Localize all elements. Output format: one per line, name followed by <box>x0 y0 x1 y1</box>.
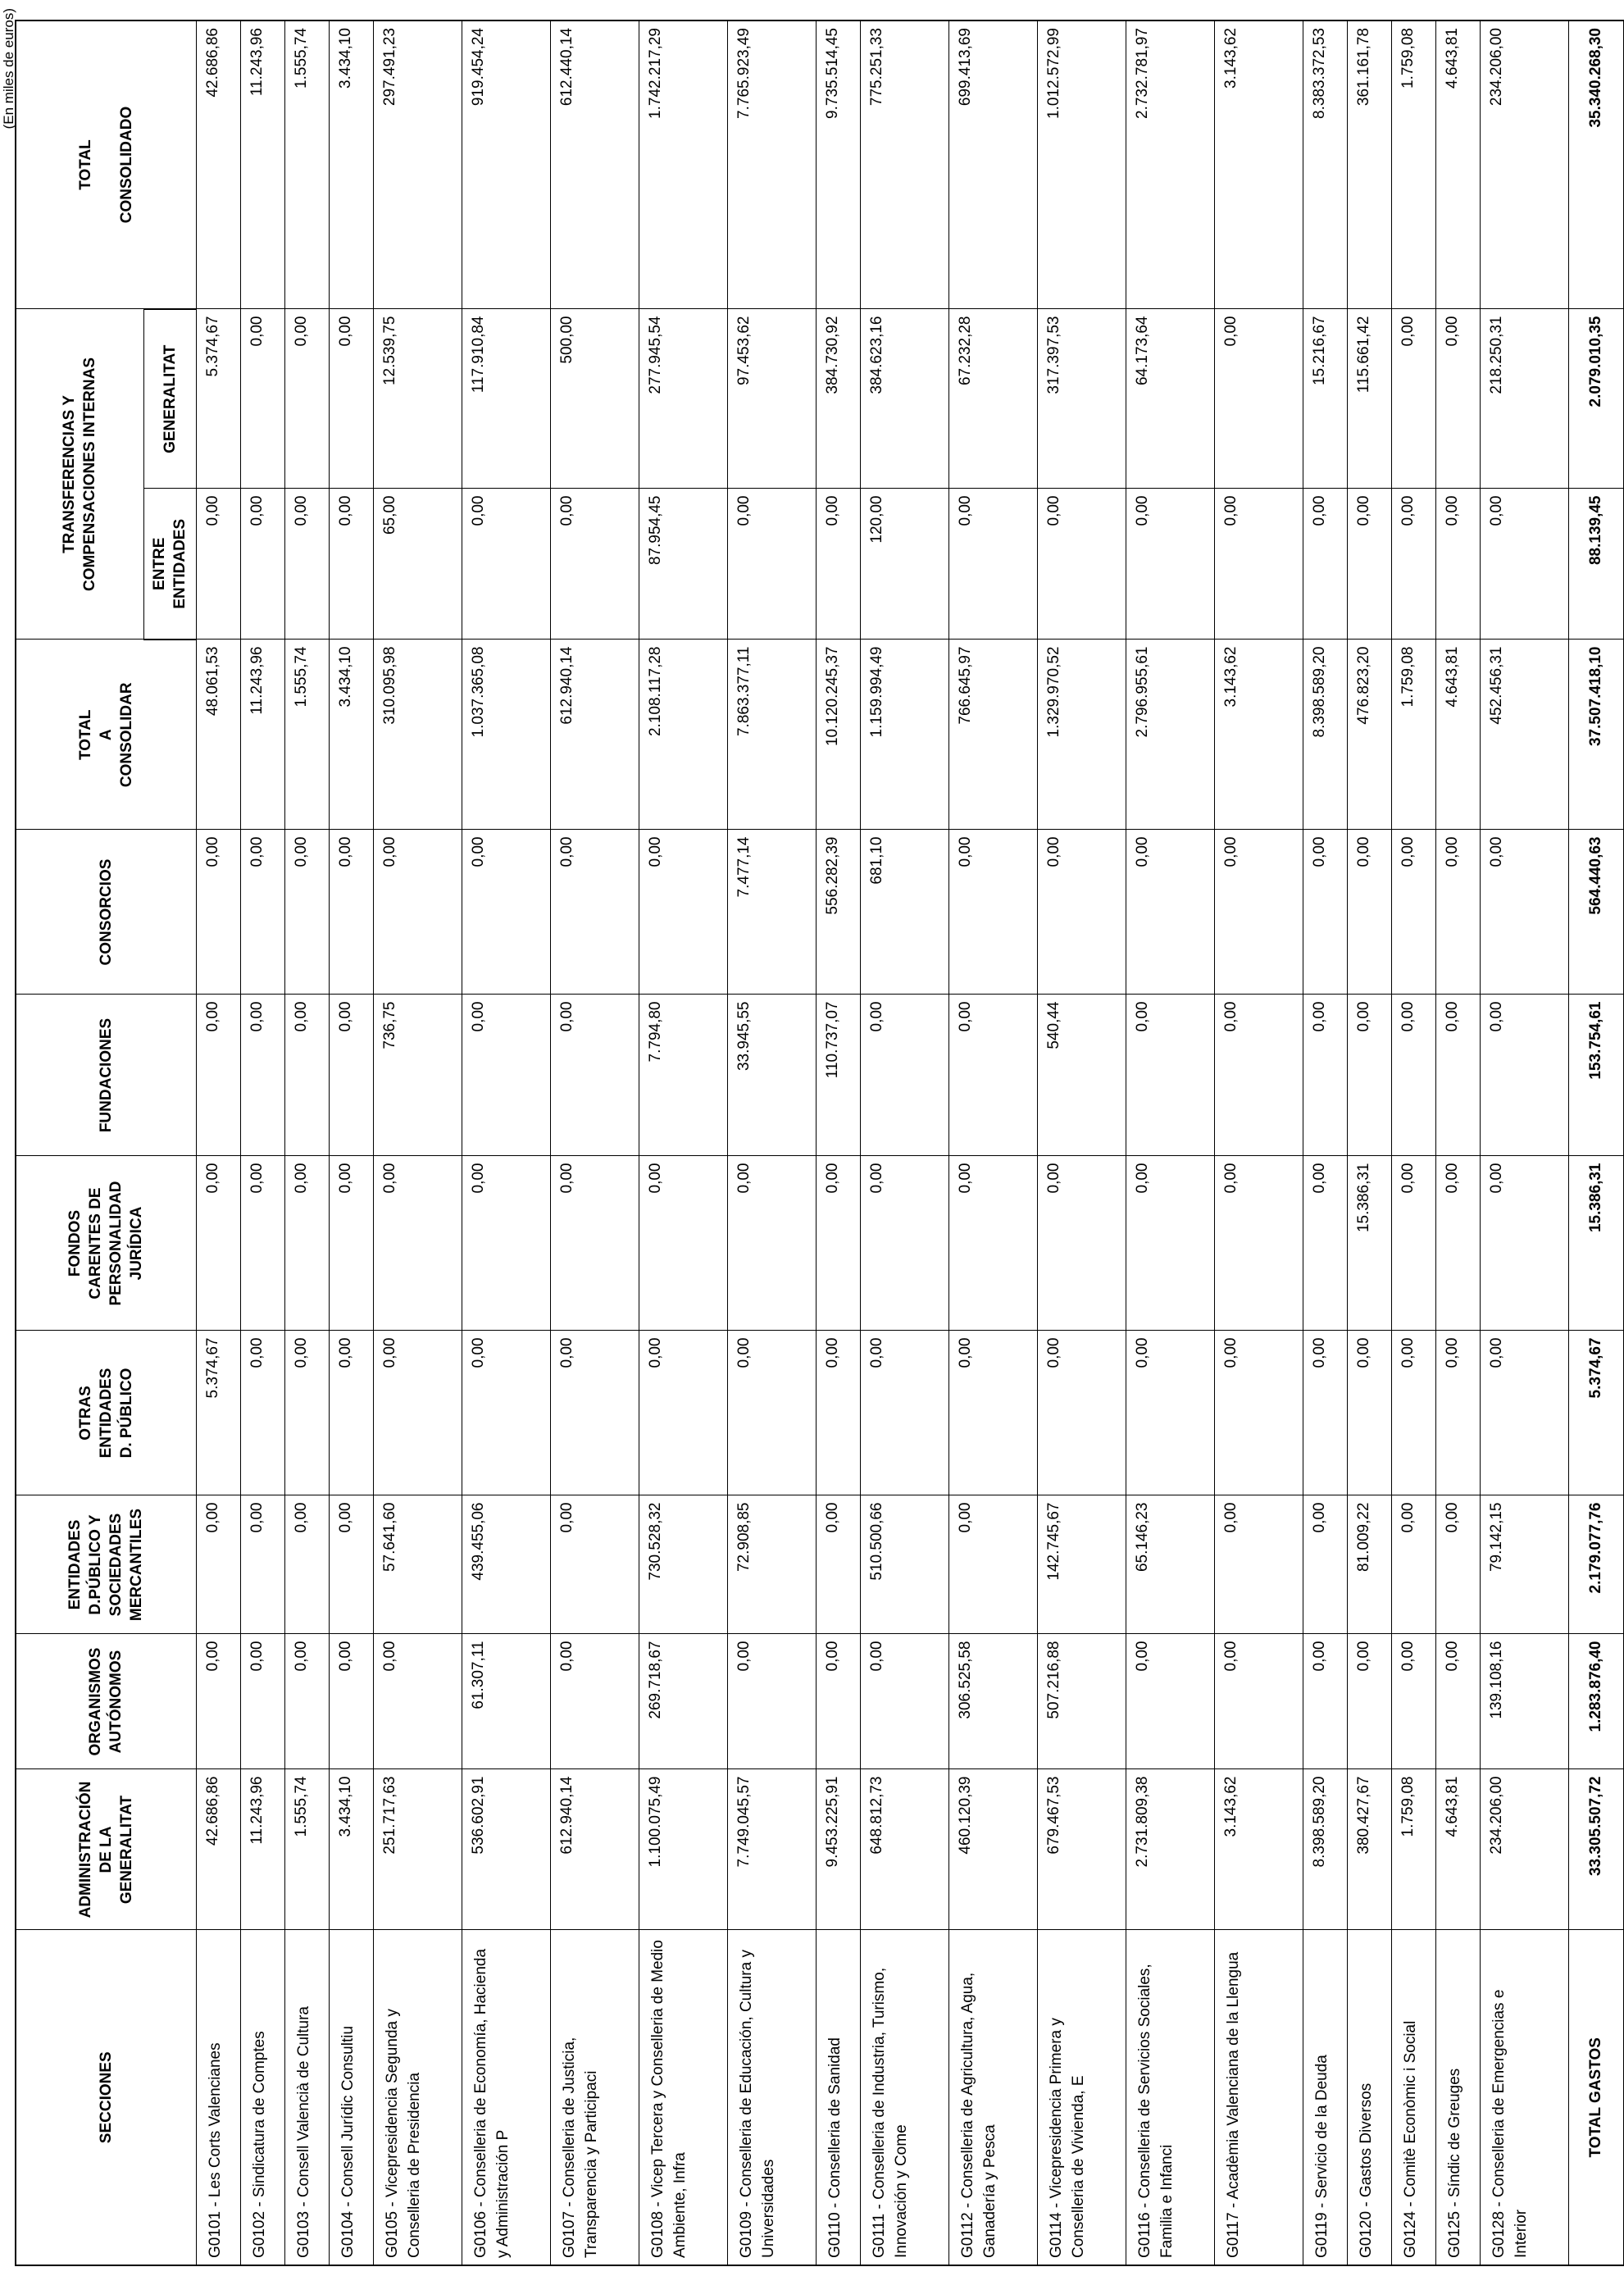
value-cell: 1.742.217,29 <box>639 20 727 309</box>
value-cell: 775.251,33 <box>860 20 948 309</box>
value-cell: 0,00 <box>284 995 329 1156</box>
table-row <box>240 20 284 2265</box>
value-cell: 0,00 <box>1391 830 1435 995</box>
table-row <box>860 20 948 2265</box>
value-cell: 1.159.994,49 <box>860 640 948 830</box>
value-cell: 0,00 <box>1037 1156 1126 1331</box>
value-cell: 7.477,14 <box>727 830 816 995</box>
value-cell: 11.243,96 <box>240 640 284 830</box>
value-cell: 0,00 <box>1480 1331 1568 1495</box>
value-cell: 681,10 <box>860 830 948 995</box>
value-cell: 0,00 <box>1037 830 1126 995</box>
total-value-cell: 153.754,61 <box>1568 995 1623 1156</box>
value-cell: 1.759,08 <box>1391 1769 1435 1930</box>
value-cell: 0,00 <box>240 1156 284 1331</box>
value-cell: 2.108.117,28 <box>639 640 727 830</box>
value-cell: 0,00 <box>1391 1156 1435 1331</box>
value-cell: 384.730,92 <box>816 309 860 489</box>
value-cell: 0,00 <box>639 1331 727 1495</box>
value-cell: 3.143,62 <box>1214 20 1303 309</box>
header-otras-entidades: OTRAS ENTIDADES D. PÚBLICO <box>16 1331 196 1495</box>
table-row <box>1303 20 1347 2265</box>
value-cell: 3.143,62 <box>1214 1769 1303 1930</box>
value-cell: 64.173,64 <box>1126 309 1214 489</box>
value-cell: 0,00 <box>816 1331 860 1495</box>
value-cell: 0,00 <box>860 1156 948 1331</box>
value-cell: 0,00 <box>1214 1634 1303 1769</box>
value-cell: 361.161,78 <box>1347 20 1391 309</box>
value-cell: 81.009,22 <box>1347 1495 1391 1634</box>
header-transferencias: TRANSFERENCIAS Y COMPENSACIONES INTERNAS <box>16 309 143 640</box>
value-cell: 0,00 <box>727 1634 816 1769</box>
table-row <box>462 20 550 2265</box>
value-cell: 65.146,23 <box>1126 1495 1214 1634</box>
value-cell: 0,00 <box>240 830 284 995</box>
value-cell: 7.749.045,57 <box>727 1769 816 1930</box>
value-cell: 33.945,55 <box>727 995 816 1156</box>
value-cell: 0,00 <box>948 1495 1037 1634</box>
value-cell: 65,00 <box>373 489 462 640</box>
value-cell: 612.440,14 <box>550 20 639 309</box>
value-cell: 306.525,58 <box>948 1634 1037 1769</box>
value-cell: 0,00 <box>240 995 284 1156</box>
value-cell: 0,00 <box>1303 1495 1347 1634</box>
value-cell: 310.095,98 <box>373 640 462 830</box>
value-cell: 0,00 <box>1126 1156 1214 1331</box>
value-cell: 0,00 <box>1480 995 1568 1156</box>
section-name-cell: G0110 - Conselleria de Sanidad <box>816 1930 860 2265</box>
header-entidades: ENTIDADES D.PÚBLICO Y SOCIEDADES MERCANTILES <box>16 1495 196 1634</box>
value-cell: 0,00 <box>948 995 1037 1156</box>
value-cell: 0,00 <box>1303 1331 1347 1495</box>
header-fondos: FONDOS CARENTES DE PERSONALIDAD JURÍDICA <box>16 1156 196 1331</box>
total-value-cell: 88.139,45 <box>1568 489 1623 640</box>
value-cell: 0,00 <box>196 1634 240 1769</box>
value-cell: 0,00 <box>329 1331 373 1495</box>
value-cell: 57.641,60 <box>373 1495 462 1634</box>
value-cell: 0,00 <box>1435 995 1480 1156</box>
value-cell: 0,00 <box>1435 1634 1480 1769</box>
value-cell: 3.434,10 <box>329 1769 373 1930</box>
value-cell: 500,00 <box>550 309 639 489</box>
value-cell: 0,00 <box>639 1156 727 1331</box>
value-cell: 0,00 <box>550 1634 639 1769</box>
value-cell: 8.383.372,53 <box>1303 20 1347 309</box>
value-cell: 0,00 <box>1214 489 1303 640</box>
value-cell: 0,00 <box>284 489 329 640</box>
section-name-cell: G0105 - Vicepresidencia Segunda y Conselleria de Presidencia <box>373 1930 462 2265</box>
value-cell: 0,00 <box>1037 489 1126 640</box>
value-cell: 0,00 <box>1303 995 1347 1156</box>
header-total-a-consolidar: TOTAL A CONSOLIDAR <box>16 640 196 830</box>
value-cell: 0,00 <box>948 489 1037 640</box>
value-cell: 42.686,86 <box>196 20 240 309</box>
value-cell: 0,00 <box>1391 995 1435 1156</box>
value-cell: 0,00 <box>284 830 329 995</box>
table-row <box>727 20 816 2265</box>
value-cell: 0,00 <box>639 830 727 995</box>
value-cell: 0,00 <box>1347 1634 1391 1769</box>
value-cell: 10.120.245,37 <box>816 640 860 830</box>
value-cell: 0,00 <box>1126 489 1214 640</box>
units-note: (En miles de euros) <box>1 8 16 130</box>
value-cell: 139.108,16 <box>1480 1634 1568 1769</box>
value-cell: 0,00 <box>1303 1156 1347 1331</box>
value-cell: 0,00 <box>1126 830 1214 995</box>
value-cell: 476.823,20 <box>1347 640 1391 830</box>
value-cell: 0,00 <box>329 995 373 1156</box>
value-cell: 0,00 <box>1435 309 1480 489</box>
value-cell: 536.602,91 <box>462 1769 550 1930</box>
value-cell: 0,00 <box>1303 489 1347 640</box>
value-cell: 297.491,23 <box>373 20 462 309</box>
value-cell: 0,00 <box>196 1156 240 1331</box>
value-cell: 0,00 <box>1214 1156 1303 1331</box>
value-cell: 1.759,08 <box>1391 640 1435 830</box>
value-cell: 234.206,00 <box>1480 20 1568 309</box>
value-cell: 452.456,31 <box>1480 640 1568 830</box>
value-cell: 0,00 <box>948 1156 1037 1331</box>
header-secciones: SECCIONES <box>16 1930 196 2265</box>
value-cell: 9.453.225,91 <box>816 1769 860 1930</box>
value-cell: 7.863.377,11 <box>727 640 816 830</box>
table-row <box>1126 20 1214 2265</box>
value-cell: 234.206,00 <box>1480 1769 1568 1930</box>
value-cell: 460.120,39 <box>948 1769 1037 1930</box>
value-cell: 0,00 <box>462 830 550 995</box>
value-cell: 0,00 <box>550 1495 639 1634</box>
value-cell: 0,00 <box>284 1156 329 1331</box>
value-cell: 919.454,24 <box>462 20 550 309</box>
total-value-cell: 2.179.077,76 <box>1568 1495 1623 1634</box>
total-row <box>1568 20 1623 2265</box>
section-name-cell: G0107 - Conselleria de Justicia, Transparencia y Participaci <box>550 1930 639 2265</box>
value-cell: 0,00 <box>373 830 462 995</box>
value-cell: 540,44 <box>1037 995 1126 1156</box>
value-cell: 0,00 <box>816 489 860 640</box>
value-cell: 648.812,73 <box>860 1769 948 1930</box>
value-cell: 384.623,16 <box>860 309 948 489</box>
section-name-cell: G0128 - Conselleria de Emergencias e Interior <box>1480 1930 1568 2265</box>
value-cell: 0,00 <box>373 1331 462 1495</box>
value-cell: 0,00 <box>1391 489 1435 640</box>
value-cell: 0,00 <box>727 1331 816 1495</box>
value-cell: 0,00 <box>196 830 240 995</box>
value-cell: 1.012.572,99 <box>1037 20 1126 309</box>
section-name-cell: G0119 - Servicio de la Deuda <box>1303 1930 1347 2265</box>
value-cell: 1.037.365,08 <box>462 640 550 830</box>
value-cell: 0,00 <box>329 489 373 640</box>
total-value-cell: 33.305.507,72 <box>1568 1769 1623 1930</box>
header-fundaciones: FUNDACIONES <box>16 995 196 1156</box>
total-value-cell: 2.079.010,35 <box>1568 309 1623 489</box>
value-cell: 15.216,67 <box>1303 309 1347 489</box>
value-cell: 1.555,74 <box>284 640 329 830</box>
value-cell: 218.250,31 <box>1480 309 1568 489</box>
value-cell: 0,00 <box>240 489 284 640</box>
value-cell: 3.434,10 <box>329 640 373 830</box>
value-cell: 9.735.514,45 <box>816 20 860 309</box>
value-cell: 0,00 <box>1391 1331 1435 1495</box>
value-cell: 0,00 <box>284 1495 329 1634</box>
value-cell: 0,00 <box>948 830 1037 995</box>
value-cell: 0,00 <box>1347 995 1391 1156</box>
table-row <box>1435 20 1480 2265</box>
value-cell: 0,00 <box>1303 830 1347 995</box>
value-cell: 0,00 <box>550 995 639 1156</box>
value-cell: 120,00 <box>860 489 948 640</box>
total-value-cell: 35.340.268,30 <box>1568 20 1623 309</box>
value-cell: 0,00 <box>860 995 948 1156</box>
value-cell: 8.398.589,20 <box>1303 640 1347 830</box>
table-row <box>329 20 373 2265</box>
value-cell: 0,00 <box>1391 309 1435 489</box>
value-cell: 0,00 <box>1480 830 1568 995</box>
value-cell: 0,00 <box>240 1634 284 1769</box>
total-value-cell: 5.374,67 <box>1568 1331 1623 1495</box>
section-name-cell: G0114 - Vicepresidencia Primera y Conselleria de Vivienda, E <box>1037 1930 1126 2265</box>
value-cell: 2.731.809,38 <box>1126 1769 1214 1930</box>
value-cell: 4.643,81 <box>1435 640 1480 830</box>
value-cell: 87.954,45 <box>639 489 727 640</box>
section-name-cell: G0109 - Conselleria de Educación, Cultura y Universidades <box>727 1930 816 2265</box>
table-row <box>1037 20 1126 2265</box>
value-cell: 2.732.781,97 <box>1126 20 1214 309</box>
value-cell: 0,00 <box>550 1331 639 1495</box>
value-cell: 67.232,28 <box>948 309 1037 489</box>
value-cell: 3.434,10 <box>329 20 373 309</box>
value-cell: 0,00 <box>860 1331 948 1495</box>
value-cell: 4.643,81 <box>1435 1769 1480 1930</box>
table-row <box>639 20 727 2265</box>
table-row <box>1480 20 1568 2265</box>
value-cell: 1.759,08 <box>1391 20 1435 309</box>
value-cell: 0,00 <box>1214 995 1303 1156</box>
header-total-consolidado: TOTAL CONSOLIDADO <box>16 20 196 309</box>
section-name-cell: G0101 - Les Corts Valencianes <box>196 1930 240 2265</box>
section-name-cell: G0106 - Conselleria de Economía, Hacienda y Administración P <box>462 1930 550 2265</box>
value-cell: 11.243,96 <box>240 20 284 309</box>
value-cell: 556.282,39 <box>816 830 860 995</box>
value-cell: 507.216,88 <box>1037 1634 1126 1769</box>
table-row <box>1391 20 1435 2265</box>
value-cell: 510.500,66 <box>860 1495 948 1634</box>
value-cell: 0,00 <box>550 489 639 640</box>
value-cell: 7.765.923,49 <box>727 20 816 309</box>
value-cell: 612.940,14 <box>550 1769 639 1930</box>
value-cell: 766.645,97 <box>948 640 1037 830</box>
value-cell: 1.100.075,49 <box>639 1769 727 1930</box>
value-cell: 0,00 <box>1347 830 1391 995</box>
value-cell: 12.539,75 <box>373 309 462 489</box>
total-value-cell: 564.440,63 <box>1568 830 1623 995</box>
value-cell: 699.413,69 <box>948 20 1037 309</box>
table-row <box>1214 20 1303 2265</box>
header-entre-entidades: ENTRE ENTIDADES <box>143 489 196 640</box>
value-cell: 0,00 <box>196 995 240 1156</box>
value-cell: 380.427,67 <box>1347 1769 1391 1930</box>
section-name-cell: G0124 - Comitè Econòmic i Social <box>1391 1930 1435 2265</box>
header-generalitat: GENERALITAT <box>143 309 196 489</box>
section-name-cell: G0116 - Conselleria de Servicios Sociales, Familia e Infanci <box>1126 1930 1214 2265</box>
value-cell: 0,00 <box>329 1634 373 1769</box>
value-cell: 730.528,32 <box>639 1495 727 1634</box>
value-cell: 0,00 <box>240 309 284 489</box>
value-cell: 0,00 <box>462 489 550 640</box>
value-cell: 0,00 <box>1435 1331 1480 1495</box>
value-cell: 0,00 <box>1435 1156 1480 1331</box>
value-cell: 0,00 <box>727 1156 816 1331</box>
value-cell: 142.745,67 <box>1037 1495 1126 1634</box>
value-cell: 0,00 <box>462 1331 550 1495</box>
value-cell: 251.717,63 <box>373 1769 462 1930</box>
value-cell: 8.398.589,20 <box>1303 1769 1347 1930</box>
value-cell: 0,00 <box>1435 489 1480 640</box>
value-cell: 0,00 <box>1126 1634 1214 1769</box>
value-cell: 1.555,74 <box>284 20 329 309</box>
value-cell: 0,00 <box>373 1634 462 1769</box>
section-name-cell: G0125 - Síndic de Greuges <box>1435 1930 1480 2265</box>
value-cell: 0,00 <box>1126 995 1214 1156</box>
total-value-cell: 15.386,31 <box>1568 1156 1623 1331</box>
value-cell: 0,00 <box>1214 830 1303 995</box>
value-cell: 0,00 <box>1435 1495 1480 1634</box>
header-administracion: ADMINISTRACIÓN DE LA GENERALITAT <box>16 1769 196 1930</box>
value-cell: 0,00 <box>1303 1634 1347 1769</box>
value-cell: 317.397,53 <box>1037 309 1126 489</box>
value-cell: 42.686,86 <box>196 1769 240 1930</box>
value-cell: 97.453,62 <box>727 309 816 489</box>
table-row <box>373 20 462 2265</box>
value-cell: 0,00 <box>329 830 373 995</box>
value-cell: 72.908,85 <box>727 1495 816 1634</box>
value-cell: 0,00 <box>284 1634 329 1769</box>
value-cell: 0,00 <box>816 1634 860 1769</box>
value-cell: 679.467,53 <box>1037 1769 1126 1930</box>
value-cell: 269.718,67 <box>639 1634 727 1769</box>
value-cell: 0,00 <box>860 1634 948 1769</box>
value-cell: 11.243,96 <box>240 1769 284 1930</box>
value-cell: 1.555,74 <box>284 1769 329 1930</box>
value-cell: 0,00 <box>284 309 329 489</box>
value-cell: 612.940,14 <box>550 640 639 830</box>
value-cell: 0,00 <box>1391 1495 1435 1634</box>
value-cell: 0,00 <box>1347 1331 1391 1495</box>
value-cell: 0,00 <box>196 489 240 640</box>
value-cell: 0,00 <box>1480 489 1568 640</box>
table-row <box>284 20 329 2265</box>
value-cell: 0,00 <box>329 309 373 489</box>
header-organismos: ORGANISMOS AUTÓNOMOS <box>16 1634 196 1769</box>
value-cell: 0,00 <box>1214 1495 1303 1634</box>
value-cell: 439.455,06 <box>462 1495 550 1634</box>
table-row <box>948 20 1037 2265</box>
table-row <box>196 20 240 2265</box>
header-consorcios: CONSORCIOS <box>16 830 196 995</box>
value-cell: 2.796.955,61 <box>1126 640 1214 830</box>
section-name-cell: G0120 - Gastos Diversos <box>1347 1930 1391 2265</box>
value-cell: 0,00 <box>1214 309 1303 489</box>
total-value-cell: 1.283.876,40 <box>1568 1634 1623 1769</box>
section-name-cell: G0104 - Consell Jurídic Consultiu <box>329 1930 373 2265</box>
value-cell: 15.386,31 <box>1347 1156 1391 1331</box>
value-cell: 0,00 <box>1126 1331 1214 1495</box>
value-cell: 0,00 <box>1214 1331 1303 1495</box>
value-cell: 0,00 <box>550 830 639 995</box>
section-name-cell: G0111 - Conselleria de Industria, Turismo, Innovación y Come <box>860 1930 948 2265</box>
value-cell: 0,00 <box>1037 1331 1126 1495</box>
section-name-cell: G0112 - Conselleria de Agricultura, Agua, Ganadería y Pesca <box>948 1930 1037 2265</box>
table-row <box>816 20 860 2265</box>
value-cell: 110.737,07 <box>816 995 860 1156</box>
value-cell: 115.661,42 <box>1347 309 1391 489</box>
value-cell: 79.142,15 <box>1480 1495 1568 1634</box>
value-cell: 0,00 <box>462 995 550 1156</box>
value-cell: 7.794,80 <box>639 995 727 1156</box>
value-cell: 0,00 <box>240 1331 284 1495</box>
value-cell: 5.374,67 <box>196 1331 240 1495</box>
value-cell: 0,00 <box>462 1156 550 1331</box>
value-cell: 0,00 <box>329 1156 373 1331</box>
value-cell: 736,75 <box>373 995 462 1156</box>
section-name-cell: G0108 - Vicep Tercera y Conselleria de Medio Ambiente, Infra <box>639 1930 727 2265</box>
value-cell: 0,00 <box>816 1156 860 1331</box>
table-row <box>550 20 639 2265</box>
value-cell: 0,00 <box>196 1495 240 1634</box>
expenditure-table <box>15 20 1624 2266</box>
value-cell: 3.143,62 <box>1214 640 1303 830</box>
value-cell: 61.307,11 <box>462 1634 550 1769</box>
value-cell: 117.910,84 <box>462 309 550 489</box>
value-cell: 0,00 <box>1347 489 1391 640</box>
section-name-cell: G0102 - Sindicatura de Comptes <box>240 1930 284 2265</box>
section-name-cell: G0103 - Consell Valencià de Cultura <box>284 1930 329 2265</box>
value-cell: 0,00 <box>550 1156 639 1331</box>
value-cell: 0,00 <box>240 1495 284 1634</box>
table-body <box>196 20 1568 2265</box>
value-cell: 4.643,81 <box>1435 20 1480 309</box>
total-value-cell: 37.507.418,10 <box>1568 640 1623 830</box>
value-cell: 0,00 <box>373 1156 462 1331</box>
total-label: TOTAL GASTOS <box>1568 1930 1623 2265</box>
value-cell: 0,00 <box>727 489 816 640</box>
value-cell: 5.374,67 <box>196 309 240 489</box>
value-cell: 0,00 <box>1480 1156 1568 1331</box>
value-cell: 0,00 <box>329 1495 373 1634</box>
section-name-cell: G0117 - Acadèmia Valenciana de la Llengua <box>1214 1930 1303 2265</box>
value-cell: 0,00 <box>948 1331 1037 1495</box>
table-row <box>1347 20 1391 2265</box>
value-cell: 0,00 <box>284 1331 329 1495</box>
value-cell: 0,00 <box>1435 830 1480 995</box>
value-cell: 48.061,53 <box>196 640 240 830</box>
value-cell: 0,00 <box>816 1495 860 1634</box>
value-cell: 277.945,54 <box>639 309 727 489</box>
value-cell: 0,00 <box>1391 1634 1435 1769</box>
value-cell: 1.329.970,52 <box>1037 640 1126 830</box>
